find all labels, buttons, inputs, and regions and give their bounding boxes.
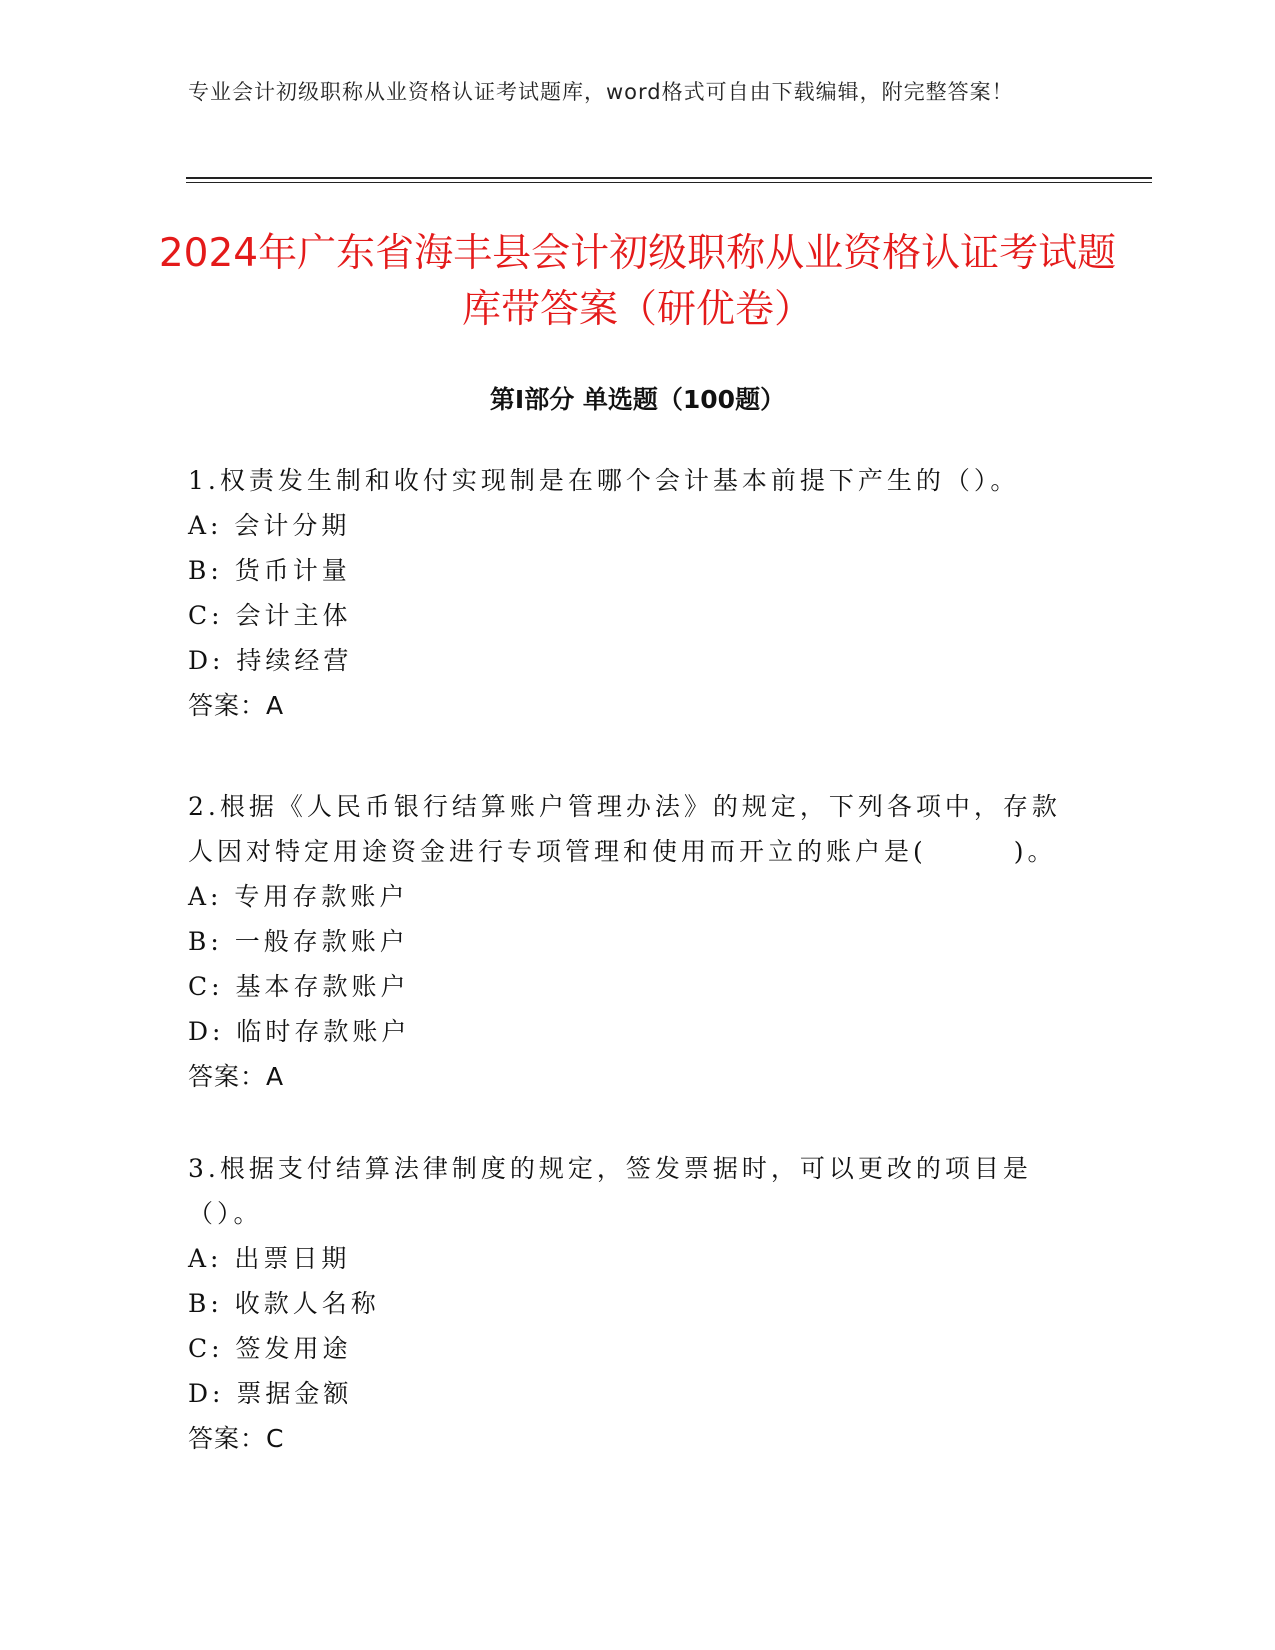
option-d: D: 临时存款账户 [188, 1017, 411, 1046]
option-a: A: 出票日期 [188, 1244, 351, 1273]
header-rule-thick [186, 177, 1152, 179]
question-2 [188, 784, 1068, 1099]
option-c: C: 会计主体 [188, 601, 352, 630]
section-heading: 第Ⅰ部分 单选题（100题） [489, 385, 786, 414]
question-stem: 1.权责发生制和收付实现制是在哪个会计基本前提下产生的（）。 [188, 466, 1020, 495]
document-title: 2024年广东省海丰县会计初级职称从业资格认证考试题库带答案（研优卷） [158, 231, 1117, 332]
answer-line: 答案：A [188, 691, 285, 720]
option-c: C: 基本存款账户 [188, 972, 410, 1001]
question-1 [188, 458, 1068, 728]
option-b: B: 一般存款账户 [188, 927, 409, 956]
option-c: C: 签发用途 [188, 1334, 352, 1363]
header-rule-thin [186, 182, 1152, 183]
answer-line: 答案：A [188, 1062, 285, 1091]
option-a: A: 专用存款账户 [188, 882, 409, 911]
option-b: B: 收款人名称 [188, 1289, 380, 1318]
question-stem: 3.根据支付结算法律制度的规定，签发票据时，可以更改的项目是（）。 [188, 1154, 1032, 1228]
option-d: D: 票据金额 [188, 1379, 353, 1408]
page-header-note: 专业会计初级职称从业资格认证考试题库，word格式可自由下载编辑，附完整答案！ [188, 80, 1014, 104]
option-d: D: 持续经营 [188, 646, 353, 675]
question-stem: 2.根据《人民币银行结算账户管理办法》的规定，下列各项中，存款人因对特定用途资金进行专项管理和使用而开立的账户是( )。 [188, 792, 1061, 866]
answer-line: 答案：C [188, 1424, 285, 1453]
question-3 [188, 1146, 1068, 1461]
option-a: A: 会计分期 [188, 511, 351, 540]
option-b: B: 货币计量 [188, 556, 351, 585]
